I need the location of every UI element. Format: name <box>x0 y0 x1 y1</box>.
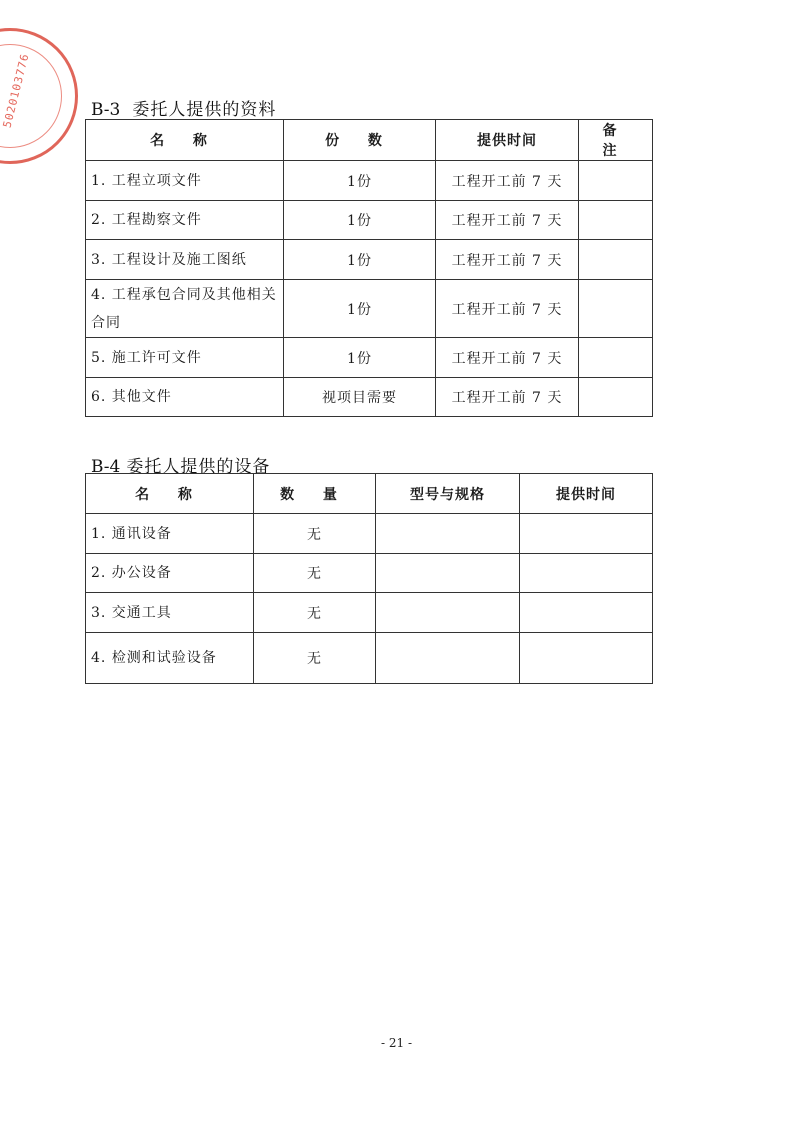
material-note <box>579 280 653 338</box>
section-b4-code: B-4 <box>91 457 121 477</box>
materials-header-note: 备 注 <box>579 120 653 161</box>
equipment-qty: 无 <box>254 514 376 554</box>
material-qty: 1份 <box>284 161 436 201</box>
table-row <box>86 514 653 554</box>
equipment-header-time: 提供时间 <box>520 474 653 514</box>
section-b3-code: B-3 <box>91 100 121 120</box>
material-time: 工程开工前 7 天 <box>436 338 579 378</box>
material-note <box>579 201 653 240</box>
official-seal-number: 5020103776 <box>0 51 32 130</box>
material-qty: 1份 <box>284 280 436 338</box>
materials-header-qty: 份 数 <box>284 120 436 161</box>
section-b4-title: 委托人提供的设备 <box>126 457 271 477</box>
equipment-name: 1. 通讯设备 <box>86 514 254 554</box>
page-number: - 21 - <box>380 1036 412 1050</box>
equipment-qty: 无 <box>254 633 376 684</box>
equipment-table <box>85 473 653 684</box>
material-time: 工程开工前 7 天 <box>436 280 579 338</box>
table-row <box>86 633 653 684</box>
material-name: 5. 施工许可文件 <box>86 338 284 378</box>
table-row <box>86 554 653 593</box>
table-row <box>86 161 653 201</box>
equipment-spec <box>376 554 520 593</box>
equipment-spec <box>376 633 520 684</box>
material-time: 工程开工前 7 天 <box>436 378 579 417</box>
equipment-header-name: 名 称 <box>86 474 254 514</box>
equipment-header-spec: 型号与规格 <box>376 474 520 514</box>
material-qty: 视项目需要 <box>284 378 436 417</box>
material-name: 6. 其他文件 <box>86 378 284 417</box>
material-name: 3. 工程设计及施工图纸 <box>86 240 284 280</box>
equipment-header-qty: 数 量 <box>254 474 376 514</box>
material-time: 工程开工前 7 天 <box>436 240 579 280</box>
equipment-qty: 无 <box>254 554 376 593</box>
table-row <box>86 593 653 633</box>
equipment-table-header <box>86 474 653 514</box>
equipment-time <box>520 633 653 684</box>
material-qty: 1份 <box>284 338 436 378</box>
materials-table-header <box>86 120 653 161</box>
material-name: 2. 工程勘察文件 <box>86 201 284 240</box>
material-time: 工程开工前 7 天 <box>436 161 579 201</box>
equipment-time <box>520 554 653 593</box>
materials-table <box>85 119 653 417</box>
section-b3-heading <box>91 95 276 120</box>
equipment-time <box>520 514 653 554</box>
material-name: 1. 工程立项文件 <box>86 161 284 201</box>
table-row <box>86 338 653 378</box>
table-row <box>86 378 653 417</box>
table-row <box>86 280 653 338</box>
equipment-time <box>520 593 653 633</box>
material-note <box>579 378 653 417</box>
table-row <box>86 240 653 280</box>
equipment-qty: 无 <box>254 593 376 633</box>
equipment-name: 3. 交通工具 <box>86 593 254 633</box>
section-b3-title: 委托人提供的资料 <box>132 100 277 120</box>
material-name: 4. 工程承包合同及其他相关合同 <box>86 280 284 338</box>
materials-header-name: 名 称 <box>86 120 284 161</box>
material-note <box>579 240 653 280</box>
material-note <box>579 338 653 378</box>
material-qty: 1份 <box>284 240 436 280</box>
materials-header-time: 提供时间 <box>436 120 579 161</box>
table-row <box>86 201 653 240</box>
material-note <box>579 161 653 201</box>
equipment-name: 4. 检测和试验设备 <box>86 633 254 684</box>
equipment-spec <box>376 593 520 633</box>
material-qty: 1份 <box>284 201 436 240</box>
equipment-name: 2. 办公设备 <box>86 554 254 593</box>
equipment-spec <box>376 514 520 554</box>
material-time: 工程开工前 7 天 <box>436 201 579 240</box>
